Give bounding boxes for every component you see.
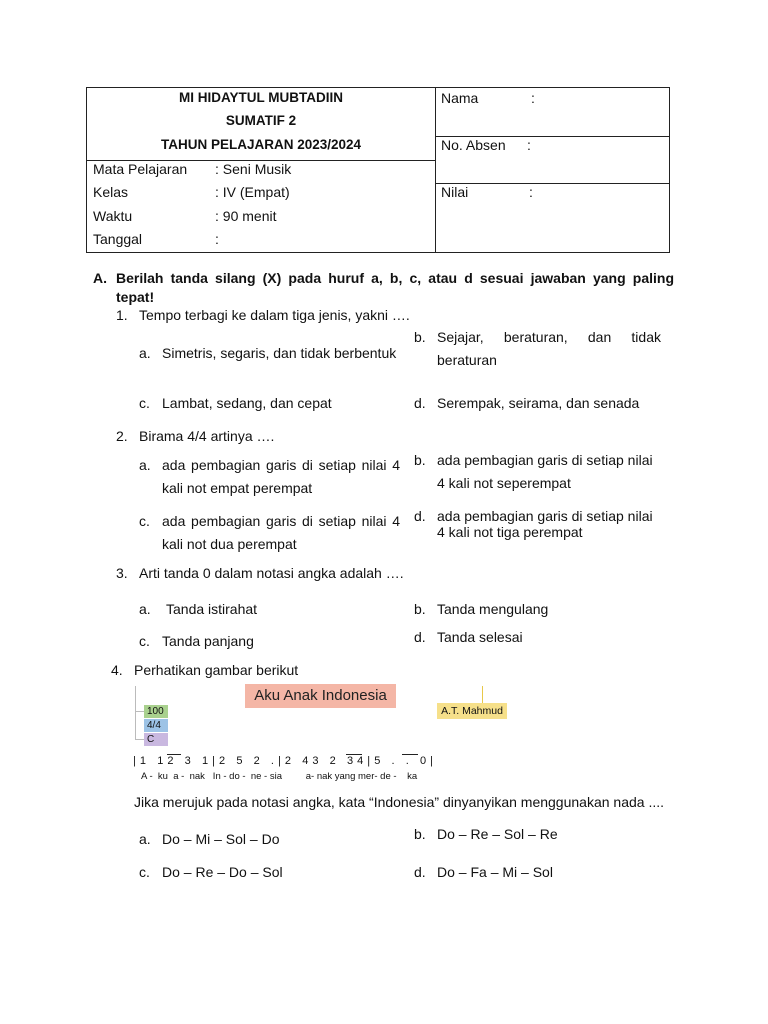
name-label: Nama	[441, 90, 479, 106]
beam-mark-1	[167, 754, 181, 755]
q2-b-text-2: 4 kali not seperempat	[437, 475, 571, 491]
q1-a-text: Simetris, segaris, dan tidak berbentuk	[162, 345, 397, 361]
q2-c-text-2: kali not dua perempat	[162, 536, 297, 552]
absen-field[interactable]: :	[527, 137, 531, 153]
key-tag: C	[144, 733, 168, 746]
q2-c-letter[interactable]: c.	[139, 513, 150, 529]
row-value-date: :	[215, 231, 219, 247]
instruction-line-1: Berilah tanda silang (X) pada huruf a, b, c, atau d sesuai jawaban yang paling	[116, 270, 674, 286]
row-label-subject: Mata Pelajaran	[93, 161, 188, 177]
absen-label: No. Absen	[441, 137, 506, 153]
q1-d-text: Serempak, seirama, dan senada	[437, 395, 640, 411]
beam-mark-2	[346, 754, 362, 755]
row-label-date: Tanggal	[93, 231, 143, 247]
header-divider-right-2	[435, 183, 669, 184]
q1-b-text-1: Sejajar, beraturan, dan tidak	[437, 329, 661, 345]
q1-number: 1.	[116, 307, 128, 323]
q1-text: Tempo terbagi ke dalam tiga jenis, yakni ….	[139, 307, 410, 323]
instruction-line-2: tepat!	[116, 289, 155, 305]
q4-number: 4.	[111, 662, 123, 678]
q4-c-letter[interactable]: c.	[139, 864, 150, 880]
school-name: MI HIDAYTUL MUBTADIIN	[179, 90, 343, 105]
number-notation: | 1 1 2 3 1 | 2 5 2 . | 2 4 3 2 3 4 | 5 . . 0 |	[133, 755, 434, 767]
q3-a-text: Tanda istirahat	[166, 601, 258, 617]
figure-bracket-tick-2	[135, 739, 144, 740]
q4-text: Perhatikan gambar berikut	[134, 662, 299, 678]
q2-b-text-1: ada pembagian garis di setiap nilai	[437, 452, 653, 468]
section-letter: A.	[93, 270, 107, 286]
q3-c-text: Tanda panjang	[162, 633, 254, 649]
q3-b-letter[interactable]: b.	[414, 601, 426, 617]
q4-question: Jika merujuk pada notasi angka, kata “Indonesia” dinyanyikan menggunakan nada ....	[134, 794, 665, 810]
q3-d-text: Tanda selesai	[437, 629, 523, 645]
exam-title: SUMATIF 2	[225, 113, 297, 128]
q3-a-letter[interactable]: a.	[139, 601, 151, 617]
q4-c-text: Do – Re – Do – Sol	[162, 864, 283, 880]
q1-d-letter[interactable]: d.	[414, 395, 426, 411]
header-table	[86, 87, 670, 253]
q2-d-letter[interactable]: d.	[414, 508, 426, 524]
q3-text: Arti tanda 0 dalam notasi angka adalah ….	[139, 565, 404, 581]
q2-number: 2.	[116, 428, 128, 444]
q1-b-letter[interactable]: b.	[414, 329, 426, 345]
q2-a-text-1: ada pembagian garis di setiap nilai 4	[162, 457, 400, 473]
figure-bracket-tick-1	[135, 711, 144, 712]
author-pointer-line	[482, 686, 483, 704]
q4-b-letter[interactable]: b.	[414, 826, 426, 842]
row-label-time: Waktu	[93, 208, 133, 224]
row-value-time: : 90 menit	[215, 208, 277, 224]
tempo-tag: 100	[144, 705, 168, 718]
meter-tag: 4/4	[144, 719, 168, 732]
q2-b-letter[interactable]: b.	[414, 452, 426, 468]
figure-bracket-line	[135, 686, 136, 739]
school-year: TAHUN PELAJARAN 2023/2024	[160, 137, 362, 152]
row-value-class: : IV (Empat)	[215, 184, 290, 200]
q2-text: Birama 4/4 artinya ….	[139, 428, 275, 444]
name-field[interactable]: :	[531, 90, 535, 106]
q2-c-text-1: ada pembagian garis di setiap nilai 4	[162, 513, 400, 529]
header-divider-vertical	[435, 88, 436, 252]
q4-a-text: Do – Mi – Sol – Do	[162, 831, 280, 847]
q1-c-text: Lambat, sedang, dan cepat	[162, 395, 332, 411]
q2-a-letter[interactable]: a.	[139, 457, 151, 473]
q3-d-letter[interactable]: d.	[414, 629, 426, 645]
row-label-class: Kelas	[93, 184, 129, 200]
grade-field[interactable]: :	[529, 184, 533, 200]
beam-mark-3	[402, 754, 418, 755]
q2-d-text-1: ada pembagian garis di setiap nilai	[437, 508, 653, 524]
q4-b-text: Do – Re – Sol – Re	[437, 826, 558, 842]
song-author: A.T. Mahmud	[437, 703, 507, 719]
q3-c-letter[interactable]: c.	[139, 633, 150, 649]
row-value-subject: : Seni Musik	[215, 161, 292, 177]
q1-a-letter[interactable]: a.	[139, 345, 151, 361]
song-lyrics: A - ku a - nak In - do - ne - sia a- nak yang mer- de - ka	[141, 771, 418, 782]
q4-a-letter[interactable]: a.	[139, 831, 151, 847]
grade-label: Nilai	[441, 184, 469, 200]
q1-b-text-2: beraturan	[437, 352, 497, 368]
q2-d-text-2: 4 kali not tiga perempat	[437, 524, 583, 540]
q4-d-letter[interactable]: d.	[414, 864, 426, 880]
q3-number: 3.	[116, 565, 128, 581]
q4-d-text: Do – Fa – Mi – Sol	[437, 864, 553, 880]
q3-b-text: Tanda mengulang	[437, 601, 549, 617]
song-title: Aku Anak Indonesia	[245, 684, 396, 708]
q2-a-text-2: kali not empat perempat	[162, 480, 313, 496]
q1-c-letter[interactable]: c.	[139, 395, 150, 411]
